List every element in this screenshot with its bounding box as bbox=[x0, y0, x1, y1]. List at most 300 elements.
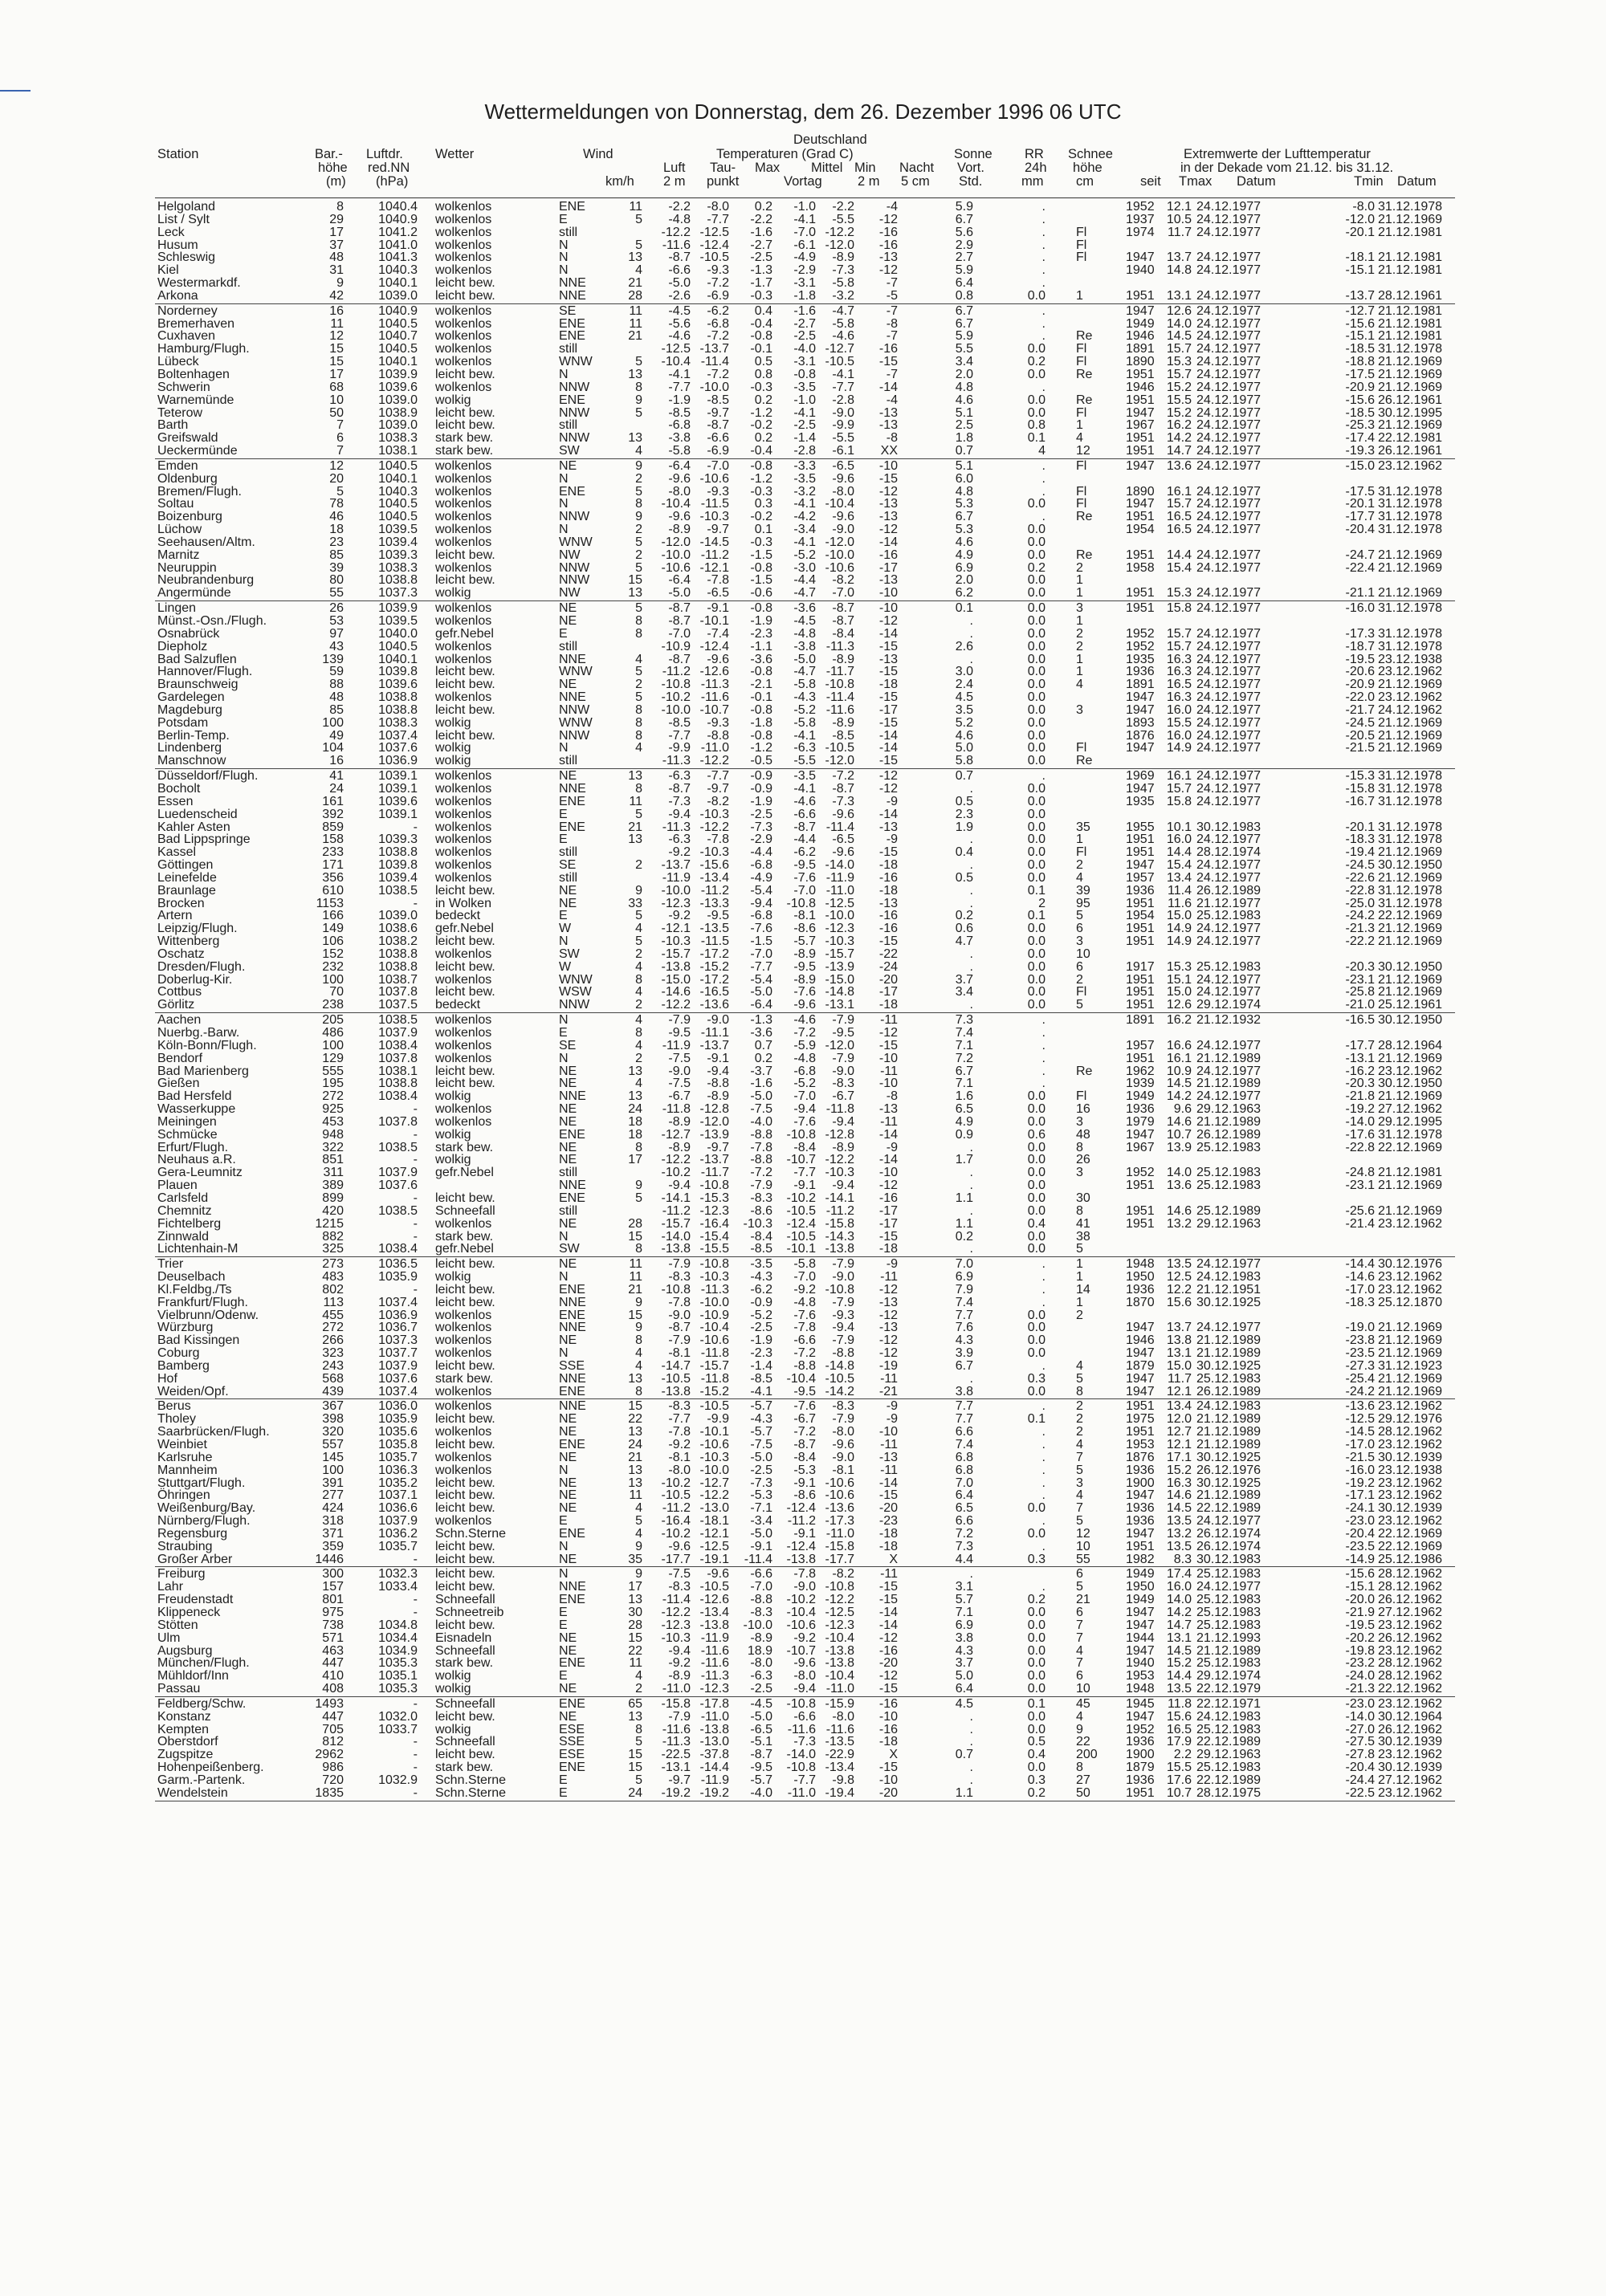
cell-rr: 0.0 bbox=[1027, 626, 1046, 641]
col-t-min: Min bbox=[854, 161, 876, 175]
cell-sonne: 6.0 bbox=[955, 471, 973, 486]
cell-sonne: 2.3 bbox=[955, 807, 973, 821]
cell-t-mittel: -9.6 bbox=[793, 998, 816, 1012]
cell-seit: 1940 bbox=[1126, 1656, 1155, 1671]
cell-rr: 0.0 bbox=[1027, 342, 1046, 356]
cell-tmax: 15.2 bbox=[1166, 405, 1192, 420]
cell-wind-richtung: N bbox=[559, 263, 569, 278]
cell-rr: 0.0 bbox=[1027, 858, 1046, 873]
cell-sonne: 6.2 bbox=[955, 586, 973, 600]
cell-bar-hoehe: 24 bbox=[329, 781, 344, 796]
cell-tmax: 15.2 bbox=[1166, 380, 1192, 394]
cell-sonne: 6.9 bbox=[955, 1270, 973, 1284]
cell-station: Schmücke bbox=[157, 1127, 218, 1142]
table-row bbox=[0, 1400, 1606, 1413]
cell-bar-hoehe: 398 bbox=[322, 1412, 344, 1427]
cell-t-luft: -17.7 bbox=[661, 1552, 691, 1566]
cell-tmax-datum: 24.12.1977 bbox=[1196, 678, 1262, 692]
cell-t-min: -8.2 bbox=[832, 1567, 854, 1582]
cell-rr: 0.2 bbox=[1027, 1593, 1046, 1607]
cell-station: Chemnitz bbox=[157, 1203, 212, 1218]
cell-t-nacht: -12 bbox=[878, 1282, 898, 1297]
cell-t-nacht: -13 bbox=[878, 1450, 898, 1464]
cell-t-min: -11.0 bbox=[825, 1682, 854, 1696]
cell-t-min: -9.8 bbox=[832, 1773, 854, 1787]
cell-t-nacht: -10 bbox=[878, 1709, 898, 1724]
cell-wind-kmh: 9 bbox=[635, 1539, 642, 1553]
table-row bbox=[0, 1218, 1606, 1231]
cell-t-taupunkt: -7.7 bbox=[707, 769, 729, 784]
cell-t-nacht: -7 bbox=[886, 303, 898, 318]
cell-seit: 1982 bbox=[1126, 1552, 1155, 1566]
cell-tmin: -27.0 bbox=[1345, 1722, 1375, 1736]
table-row bbox=[0, 445, 1606, 458]
cell-station: Kl.Feldbg./Ts bbox=[157, 1282, 232, 1297]
cell-wetter: wolkenlos bbox=[435, 833, 492, 847]
cell-schnee: 16 bbox=[1076, 1102, 1090, 1117]
cell-t-min: -4.1 bbox=[832, 367, 854, 381]
cell-t-mittel: -5.3 bbox=[793, 1463, 816, 1477]
cell-rr: 0.0 bbox=[1027, 1656, 1046, 1671]
cell-t-mittel: -10.8 bbox=[786, 896, 816, 910]
cell-wetter: wolkenlos bbox=[435, 845, 492, 860]
cell-schnee: 1 bbox=[1076, 652, 1083, 666]
cell-wind-richtung: ENE bbox=[559, 1438, 585, 1451]
cell-tmin-datum: 27.12.1962 bbox=[1378, 1605, 1443, 1619]
cell-wind-kmh: 2 bbox=[635, 523, 642, 537]
cell-rr: 0.0 bbox=[1027, 794, 1046, 808]
cell-rr: 0.0 bbox=[1027, 702, 1046, 717]
cell-tmax-datum: 25.12.1983 bbox=[1196, 1618, 1262, 1632]
cell-wind-richtung: ENE bbox=[559, 1696, 585, 1711]
cell-t-nacht: -12 bbox=[878, 1669, 898, 1683]
cell-t-max: -5.4 bbox=[750, 972, 772, 987]
cell-wetter: wolkenlos bbox=[435, 303, 492, 318]
cell-tmax: 15.7 bbox=[1166, 342, 1192, 356]
cell-rr: 0.0 bbox=[1027, 497, 1046, 511]
cell-tmin-datum: 23.12.1962 bbox=[1378, 1064, 1443, 1078]
table-row bbox=[0, 1231, 1606, 1244]
cell-rr: . bbox=[1041, 303, 1046, 318]
cell-seit: 1947 bbox=[1126, 405, 1155, 420]
cell-station: Angermünde bbox=[157, 586, 231, 600]
cell-t-mittel: -8.4 bbox=[793, 1140, 816, 1154]
cell-t-taupunkt: -13.8 bbox=[699, 1722, 729, 1736]
cell-t-luft: -8.7 bbox=[668, 250, 691, 265]
cell-t-nacht: -13 bbox=[878, 896, 898, 910]
cell-t-nacht: -15 bbox=[878, 1229, 898, 1244]
cell-t-mittel: -7.0 bbox=[793, 225, 816, 239]
cell-rr: 0.2 bbox=[1027, 1785, 1046, 1800]
cell-t-min: -15.0 bbox=[825, 972, 854, 987]
cell-station: Schleswig bbox=[157, 250, 216, 265]
cell-luftdruck: 1037.3 bbox=[378, 586, 418, 600]
table-row bbox=[0, 1243, 1606, 1256]
cell-tmin: -21.8 bbox=[1345, 1089, 1375, 1104]
cell-t-luft: -10.2 bbox=[661, 1166, 691, 1180]
cell-schnee: 9 bbox=[1076, 1722, 1083, 1736]
cell-wind-richtung: ENE bbox=[559, 1526, 585, 1541]
table-row bbox=[0, 1192, 1606, 1205]
cell-t-luft: -9.6 bbox=[668, 510, 691, 524]
cell-rr: 0.0 bbox=[1027, 1333, 1046, 1348]
cell-t-nacht: -10 bbox=[878, 601, 898, 616]
cell-bar-hoehe: 272 bbox=[322, 1089, 344, 1104]
cell-t-luft: -11.2 bbox=[662, 665, 691, 679]
cell-t-nacht: -14 bbox=[878, 1605, 898, 1619]
cell-wetter: wolkenlos bbox=[435, 458, 492, 473]
cell-seit: 1876 bbox=[1126, 728, 1155, 743]
cell-t-taupunkt: -8.8 bbox=[707, 1077, 729, 1091]
cell-t-mittel: -2.7 bbox=[793, 316, 816, 331]
cell-wind-richtung: E bbox=[559, 1026, 568, 1040]
cell-tmax-datum: 26.12.1989 bbox=[1196, 1127, 1262, 1142]
cell-t-mittel: -7.2 bbox=[793, 1346, 816, 1361]
cell-schnee: Fl bbox=[1076, 405, 1087, 420]
cell-wind-kmh: 11 bbox=[629, 1257, 642, 1272]
cell-wetter: wolkenlos bbox=[435, 652, 492, 666]
table-row bbox=[0, 419, 1606, 432]
cell-tmax: 9.6 bbox=[1173, 1102, 1192, 1117]
cell-wind-kmh: 21 bbox=[628, 276, 642, 291]
cell-sonne: 0.6 bbox=[955, 922, 973, 936]
cell-schnee: Fl bbox=[1076, 741, 1087, 755]
cell-rr: . bbox=[1041, 250, 1046, 265]
cell-t-mittel: -3.0 bbox=[793, 560, 816, 575]
cell-wind-richtung: still bbox=[559, 754, 578, 768]
cell-station: Bad Lippspringe bbox=[157, 833, 251, 847]
cell-sonne: 6.7 bbox=[955, 1358, 973, 1373]
cell-bar-hoehe: 80 bbox=[329, 573, 344, 588]
cell-t-max: -1.9 bbox=[750, 1333, 772, 1348]
cell-t-mittel: -9.4 bbox=[793, 1102, 816, 1117]
cell-t-min: -4.7 bbox=[832, 303, 854, 318]
cell-t-taupunkt: -13.0 bbox=[699, 1501, 729, 1516]
cell-tmin-datum: 25.12.1961 bbox=[1378, 998, 1443, 1012]
cell-t-max: -4.5 bbox=[750, 1696, 772, 1711]
cell-t-max: -1.3 bbox=[750, 1013, 772, 1028]
cell-sonne: . bbox=[969, 652, 973, 666]
cell-t-luft: -15.7 bbox=[661, 1216, 691, 1231]
cell-wetter: leicht bew. bbox=[435, 1358, 495, 1373]
cell-t-mittel: -9.1 bbox=[793, 1179, 816, 1193]
cell-t-max: -8.5 bbox=[750, 1242, 772, 1256]
cell-luftdruck: 1034.9 bbox=[378, 1643, 418, 1658]
cell-wind-kmh: 5 bbox=[635, 1514, 642, 1529]
cell-tmin: -13.7 bbox=[1345, 288, 1375, 303]
cell-t-nacht: -10 bbox=[878, 458, 898, 473]
cell-sonne: 7.0 bbox=[955, 1476, 973, 1490]
cell-wind-kmh: 15 bbox=[628, 1748, 642, 1762]
cell-tmax: 14.0 bbox=[1166, 1593, 1192, 1607]
cell-wind-richtung: ESE bbox=[559, 1748, 585, 1762]
cell-rr: 0.0 bbox=[1027, 1501, 1046, 1516]
cell-wind-kmh: 8 bbox=[635, 1722, 642, 1736]
cell-bar-hoehe: 8 bbox=[336, 200, 344, 214]
cell-luftdruck: 1040.1 bbox=[378, 355, 418, 369]
cell-seit: 1951 bbox=[1126, 601, 1155, 616]
cell-t-max: -5.3 bbox=[750, 1488, 772, 1503]
col-schnee-2: höhe bbox=[1073, 161, 1103, 175]
cell-schnee: 48 bbox=[1076, 1127, 1090, 1142]
cell-wetter: leicht bew. bbox=[435, 934, 495, 949]
cell-wetter: wolkig bbox=[435, 393, 471, 407]
cell-tmin-datum: 31.12.1978 bbox=[1378, 200, 1443, 214]
cell-rr: 0.1 bbox=[1027, 1696, 1046, 1711]
cell-sonne: 7.3 bbox=[955, 1013, 973, 1028]
cell-seit: 1952 bbox=[1126, 626, 1155, 641]
cell-luftdruck: 1037.6 bbox=[378, 1371, 418, 1386]
cell-wetter: leicht bew. bbox=[435, 985, 495, 999]
cell-sonne: 0.1 bbox=[955, 601, 973, 616]
cell-seit: 1951 bbox=[1126, 1785, 1155, 1800]
cell-tmax: 14.0 bbox=[1166, 1166, 1192, 1180]
cell-schnee: Fl bbox=[1076, 458, 1087, 473]
cell-wind-kmh: 13 bbox=[628, 1089, 642, 1104]
cell-luftdruck: 1038.5 bbox=[378, 1203, 418, 1218]
cell-wind-richtung: N bbox=[559, 1013, 569, 1028]
cell-wind-kmh: 11 bbox=[629, 1488, 642, 1503]
cell-tmin: -17.0 bbox=[1345, 1438, 1375, 1451]
cell-t-luft: -4.5 bbox=[668, 303, 691, 318]
cell-t-taupunkt: -37.8 bbox=[699, 1748, 729, 1762]
cell-t-mittel: -3.6 bbox=[793, 601, 816, 616]
cell-schnee: 5 bbox=[1076, 1580, 1083, 1594]
cell-t-mittel: -4.1 bbox=[793, 497, 816, 511]
cell-wetter: gefr.Nebel bbox=[435, 922, 494, 936]
cell-t-nacht: -18 bbox=[878, 883, 898, 898]
col-datum-1: Datum bbox=[1237, 174, 1276, 189]
cell-tmin-datum: 29.12.1976 bbox=[1378, 1412, 1443, 1427]
cell-sonne: . bbox=[969, 626, 973, 641]
cell-sonne: 6.7 bbox=[955, 303, 973, 318]
cell-tmax: 16.0 bbox=[1166, 728, 1192, 743]
cell-tmin: -24.8 bbox=[1345, 1166, 1375, 1180]
cell-t-max: -7.2 bbox=[750, 1166, 772, 1180]
cell-t-max: -0.8 bbox=[750, 728, 772, 743]
cell-station: Neubrandenburg bbox=[157, 573, 255, 588]
cell-luftdruck: 1035.7 bbox=[378, 1539, 418, 1553]
cell-wetter: wolkenlos bbox=[435, 1308, 492, 1322]
cell-tmax-datum: 24.12.1977 bbox=[1196, 523, 1262, 537]
cell-tmin: -14.5 bbox=[1345, 1425, 1375, 1439]
cell-t-taupunkt: -10.1 bbox=[699, 1425, 729, 1439]
cell-t-nacht: -12 bbox=[878, 484, 898, 499]
table-row bbox=[0, 1179, 1606, 1192]
cell-rr: . bbox=[1041, 1077, 1046, 1091]
cell-rr: 0.0 bbox=[1027, 405, 1046, 420]
cell-t-mittel: -1.6 bbox=[793, 303, 816, 318]
cell-wetter: wolkenlos bbox=[435, 1216, 492, 1231]
cell-bar-hoehe: 322 bbox=[322, 1140, 344, 1154]
cell-sonne: 1.7 bbox=[955, 1153, 973, 1167]
cell-bar-hoehe: 113 bbox=[323, 1295, 344, 1309]
table-row bbox=[0, 1386, 1606, 1398]
cell-wind-richtung: SE bbox=[559, 858, 577, 873]
station-group bbox=[155, 305, 1455, 459]
cell-sonne: . bbox=[969, 883, 973, 898]
table-row bbox=[0, 251, 1606, 264]
cell-t-max: -9.5 bbox=[750, 1761, 772, 1775]
cell-seit: 1954 bbox=[1126, 909, 1155, 923]
cell-tmax-datum: 25.12.1983 bbox=[1196, 1371, 1262, 1386]
cell-station: Arkona bbox=[157, 288, 198, 303]
cell-wind-kmh: 2 bbox=[635, 998, 642, 1012]
cell-wind-richtung: NE bbox=[559, 1501, 577, 1516]
cell-station: Garm.-Partenk. bbox=[157, 1773, 246, 1787]
cell-t-luft: -8.9 bbox=[668, 1669, 691, 1683]
cell-t-max: -7.6 bbox=[750, 922, 772, 936]
cell-seit: 1947 bbox=[1126, 1643, 1155, 1658]
cell-wind-kmh: 13 bbox=[628, 1463, 642, 1477]
cell-tmin-datum: 21.12.1969 bbox=[1378, 1203, 1443, 1218]
table-row bbox=[0, 641, 1606, 653]
cell-luftdruck: - bbox=[413, 1696, 418, 1711]
cell-t-luft: -8.9 bbox=[668, 523, 691, 537]
cell-sonne: 2.5 bbox=[955, 418, 973, 433]
cell-sonne: 7.6 bbox=[955, 1321, 973, 1335]
cell-wind-richtung: NE bbox=[559, 1643, 577, 1658]
cell-t-min: -10.0 bbox=[825, 548, 854, 562]
table-row bbox=[0, 796, 1606, 808]
cell-t-mittel: -10.2 bbox=[786, 1191, 816, 1205]
cell-t-luft: -8.7 bbox=[668, 614, 691, 628]
cell-wetter: Schneetreib bbox=[435, 1605, 504, 1619]
cell-wetter: leicht bew. bbox=[435, 1501, 495, 1516]
cell-t-max: -5.0 bbox=[750, 985, 772, 999]
cell-t-nacht: -14 bbox=[878, 1153, 898, 1167]
cell-t-max: -1.6 bbox=[750, 1077, 772, 1091]
cell-t-nacht: -13 bbox=[878, 573, 898, 588]
cell-t-mittel: -10.8 bbox=[786, 1127, 816, 1142]
cell-t-luft: -9.2 bbox=[668, 909, 691, 923]
cell-bar-hoehe: 1153 bbox=[316, 896, 344, 910]
cell-t-mittel: -6.6 bbox=[793, 1709, 816, 1724]
cell-tmin-datum: 21.12.1969 bbox=[1378, 972, 1443, 987]
cell-t-mittel: -8.4 bbox=[793, 1450, 816, 1464]
cell-t-luft: -10.5 bbox=[661, 1488, 691, 1503]
cell-sonne: 2.0 bbox=[955, 367, 973, 381]
table-row bbox=[0, 1502, 1606, 1515]
cell-t-max: -4.0 bbox=[750, 1785, 772, 1800]
cell-bar-hoehe: 557 bbox=[322, 1438, 344, 1451]
cell-wind-richtung: NNE bbox=[559, 1371, 586, 1386]
cell-wind-richtung: N bbox=[559, 1270, 569, 1284]
cell-t-luft: -5.6 bbox=[668, 316, 691, 331]
cell-sonne: 4.4 bbox=[955, 1552, 973, 1566]
cell-wetter: Schneefall bbox=[435, 1203, 495, 1218]
cell-wind-richtung: NNE bbox=[559, 1089, 586, 1104]
cell-wetter: wolkenlos bbox=[435, 263, 492, 278]
cell-t-min: -2.2 bbox=[832, 200, 854, 214]
cell-tmax: 14.7 bbox=[1166, 444, 1192, 458]
cell-t-nacht: -13 bbox=[878, 1321, 898, 1335]
table-row bbox=[0, 1321, 1606, 1334]
cell-wetter: wolkenlos bbox=[435, 225, 492, 239]
cell-t-nacht: -15 bbox=[878, 715, 898, 730]
cell-tmax-datum: 24.12.1977 bbox=[1196, 560, 1262, 575]
cell-t-nacht: -17 bbox=[878, 560, 898, 575]
cell-rr: 0.0 bbox=[1027, 1618, 1046, 1632]
cell-wind-richtung: NNE bbox=[559, 288, 586, 303]
cell-rr: 0.0 bbox=[1027, 781, 1046, 796]
cell-t-nacht: X bbox=[889, 1748, 898, 1762]
cell-t-luft: -11.9 bbox=[662, 1038, 691, 1052]
cell-schnee: 2 bbox=[1076, 626, 1083, 641]
cell-t-nacht: -12 bbox=[878, 212, 898, 226]
cell-t-mittel: -4.2 bbox=[793, 510, 816, 524]
cell-t-nacht: -12 bbox=[878, 263, 898, 278]
cell-wetter: wolkenlos bbox=[435, 807, 492, 821]
cell-rr: 0.1 bbox=[1027, 431, 1046, 446]
cell-t-min: -12.7 bbox=[825, 342, 854, 356]
cell-t-taupunkt: -16.4 bbox=[699, 1216, 729, 1231]
cell-wind-kmh: 4 bbox=[635, 1526, 642, 1541]
cell-rr: 0.0 bbox=[1027, 548, 1046, 562]
cell-t-max: -0.9 bbox=[750, 769, 772, 784]
cell-sonne: 7.2 bbox=[955, 1526, 973, 1541]
cell-wind-richtung: E bbox=[559, 212, 568, 226]
cell-wind-richtung: W bbox=[559, 922, 572, 936]
cell-wind-richtung: N bbox=[559, 1539, 569, 1553]
cell-wetter: wolkenlos bbox=[435, 329, 492, 344]
cell-wetter: wolkenlos bbox=[435, 497, 492, 511]
cell-luftdruck: 1037.4 bbox=[378, 1295, 418, 1309]
cell-t-nacht: -15 bbox=[878, 1038, 898, 1052]
cell-sonne: 2.7 bbox=[955, 250, 973, 265]
cell-t-taupunkt: -19.2 bbox=[699, 1785, 729, 1800]
cell-t-max: -7.5 bbox=[750, 1438, 772, 1451]
cell-tmin-datum: 30.12.1950 bbox=[1378, 1077, 1443, 1091]
cell-wind-kmh: 18 bbox=[628, 1114, 642, 1129]
cell-t-mittel: -2.8 bbox=[793, 444, 816, 458]
cell-wind-richtung: still bbox=[559, 1166, 578, 1180]
cell-t-min: -12.0 bbox=[825, 535, 854, 549]
cell-t-min: -9.6 bbox=[832, 845, 854, 860]
cell-tmin-datum: 31.12.1978 bbox=[1378, 626, 1443, 641]
cell-seit: 1947 bbox=[1126, 303, 1155, 318]
cell-station: Stuttgart/Flugh. bbox=[157, 1476, 246, 1490]
cell-t-mittel: -7.6 bbox=[793, 1399, 816, 1414]
table-row bbox=[0, 628, 1606, 641]
cell-t-taupunkt: -9.1 bbox=[707, 601, 729, 616]
cell-t-max: -2.9 bbox=[750, 833, 772, 847]
cell-tmin-datum: 21.12.1969 bbox=[1378, 934, 1443, 949]
cell-t-max: -5.1 bbox=[750, 1735, 772, 1749]
col-t-nacht: Nacht bbox=[899, 161, 935, 175]
cell-t-nacht: -4 bbox=[886, 200, 898, 214]
cell-tmin-datum: 21.12.1969 bbox=[1378, 1321, 1443, 1335]
cell-sonne: 4.7 bbox=[955, 934, 973, 949]
cell-schnee: 4 bbox=[1076, 431, 1083, 446]
cell-t-luft: -13.8 bbox=[661, 1242, 691, 1256]
cell-seit: 1936 bbox=[1126, 1773, 1155, 1787]
cell-t-luft: -12.2 bbox=[661, 1605, 691, 1619]
cell-bar-hoehe: 925 bbox=[322, 1102, 344, 1117]
cell-wetter: wolkig bbox=[435, 1682, 471, 1696]
cell-t-max: -2.1 bbox=[750, 678, 772, 692]
cell-wind-richtung: NNW bbox=[559, 728, 590, 743]
cell-t-nacht: -18 bbox=[878, 1539, 898, 1553]
cell-luftdruck: 1036.6 bbox=[378, 1501, 418, 1516]
cell-t-taupunkt: -15.6 bbox=[699, 858, 729, 873]
cell-wind-richtung: E bbox=[559, 1669, 568, 1683]
cell-tmax-datum: 30.12.1983 bbox=[1196, 1552, 1262, 1566]
cell-t-taupunkt: -9.1 bbox=[707, 1051, 729, 1065]
cell-tmin: -14.0 bbox=[1345, 1709, 1375, 1724]
cell-station: Hamburg/Flugh. bbox=[157, 342, 250, 356]
cell-t-taupunkt: -14.5 bbox=[699, 535, 729, 549]
